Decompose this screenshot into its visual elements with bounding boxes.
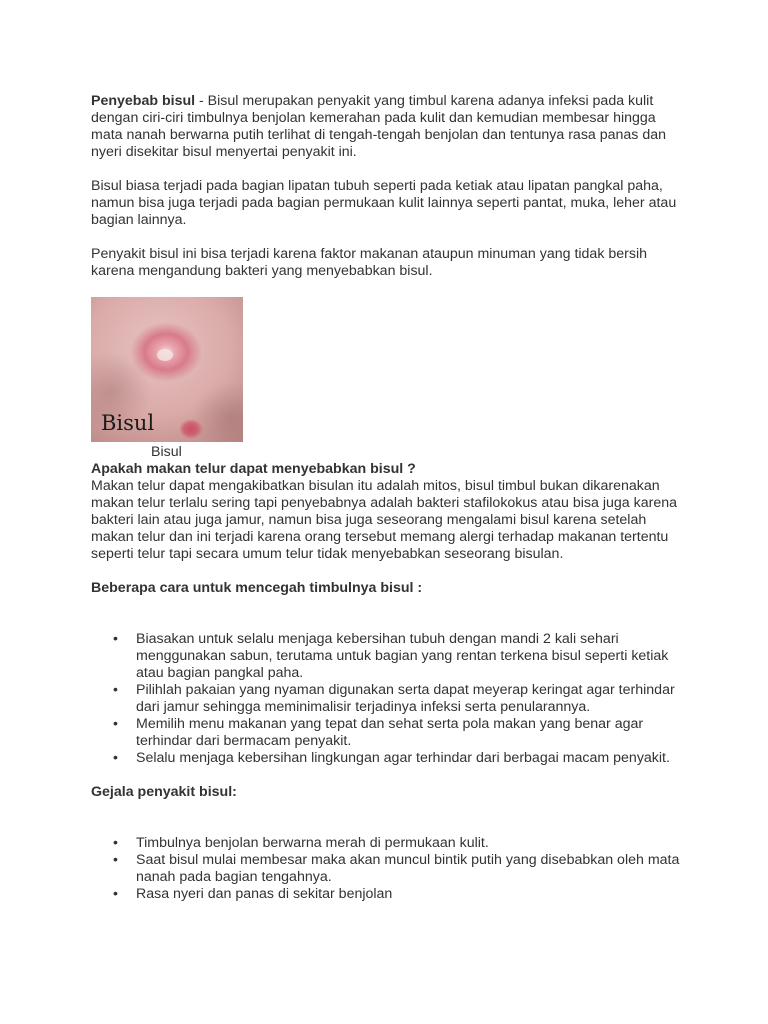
list-item-text: Saat bisul mulai membesar maka akan muncul bintik putih yang disebabkan oleh mata nanah pada bagian tengahnya.	[136, 852, 680, 885]
location-paragraph: Bisul biasa terjadi pada bagian lipatan tubuh seperti pada ketiak atau lipatan pangkal paha, namun bisa juga terjadi pada bagian permukaan kulit lainnya seperti pantat, muka, leher atau bagian lainnya.	[91, 178, 677, 228]
list-item-text: Timbulnya benjolan berwarna merah di permukaan kulit.	[136, 835, 489, 851]
intro-paragraph	[91, 93, 691, 161]
document-page	[91, 93, 691, 903]
cause-paragraph: Penyakit bisul ini bisa terjadi karena faktor makanan ataupun minuman yang tidak bersih karena mengandung bakteri yang menyebabkan bisul.	[91, 246, 647, 279]
list-item	[91, 835, 691, 852]
list-item	[91, 682, 691, 716]
symptoms-heading: Gejala penyakit bisul:	[91, 784, 237, 800]
symptoms-list	[91, 835, 691, 903]
bullet-icon: •	[113, 835, 118, 851]
list-item	[91, 886, 691, 903]
bullet-icon: •	[113, 682, 118, 698]
list-item	[91, 750, 691, 767]
bullet-icon: •	[113, 852, 118, 868]
bullet-icon: •	[113, 750, 118, 766]
bullet-icon: •	[113, 886, 118, 902]
intro-bold-lead: Penyebab bisul	[91, 93, 196, 109]
prevention-list	[91, 631, 691, 767]
bullet-icon: •	[113, 631, 118, 647]
list-item-text: Rasa nyeri dan panas di sekitar benjolan	[136, 886, 393, 902]
intro-text: - Bisul merupakan penyakit yang timbul karena adanya infeksi pada kulit dengan ciri-ciri timbulnya benjolan kemerahan pada kulit dan kemudian membesar hingga mata nanah berwarna putih terlihat di tengah-tengah benjolan dan tentunya rasa panas dan nyeri disekitar bisul menyertai penyakit ini.	[91, 93, 667, 160]
list-item	[91, 631, 691, 682]
boil-photo	[91, 297, 243, 442]
list-item-text: Pilihlah pakaian yang nyaman digunakan serta dapat meyerap keringat agar terhindar dari jamur sehingga meminimalisir terjadinya infeksi serta penularannya.	[136, 682, 675, 715]
egg-paragraph: Makan telur dapat mengakibatkan bisulan itu adalah mitos, bisul timbul bukan dikarenakan makan telur terlalu sering tapi penyebabnya adalah bakteri stafilokokus atau bisa juga karena bakteri lain atau juga jamur, namun bisa juga seseorang mengalami bisul karena setelah makan telur dan ini terjadi karena orang tersebut memang alergi terhadap makanan tertentu seperti telur tapi secara umum telur tidak menyebabkan seseorang bisulan.	[91, 478, 677, 562]
prevention-heading: Beberapa cara untuk mencegah timbulnya bisul :	[91, 580, 423, 596]
list-item-text: Memilih menu makanan yang tepat dan sehat serta pola makan yang benar agar terhindar dari bermacam penyakit.	[136, 716, 644, 749]
list-item	[91, 852, 691, 886]
list-item-text: Biasakan untuk selalu menjaga kebersihan tubuh dengan mandi 2 kali sehari menggunakan sabun, terutama untuk bagian yang rentan terkena bisul seperti ketiak atau bagian pangkal paha.	[136, 631, 669, 681]
figure-caption: Bisul	[151, 444, 182, 460]
bullet-icon: •	[113, 716, 118, 732]
list-item-text: Selalu menjaga kebersihan lingkungan agar terhindar dari berbagai macam penyakit.	[136, 750, 670, 766]
photo-overlay-label: Bisul	[101, 411, 155, 435]
egg-heading: Apakah makan telur dapat menyebabkan bisul ?	[91, 461, 416, 477]
list-item	[91, 716, 691, 750]
